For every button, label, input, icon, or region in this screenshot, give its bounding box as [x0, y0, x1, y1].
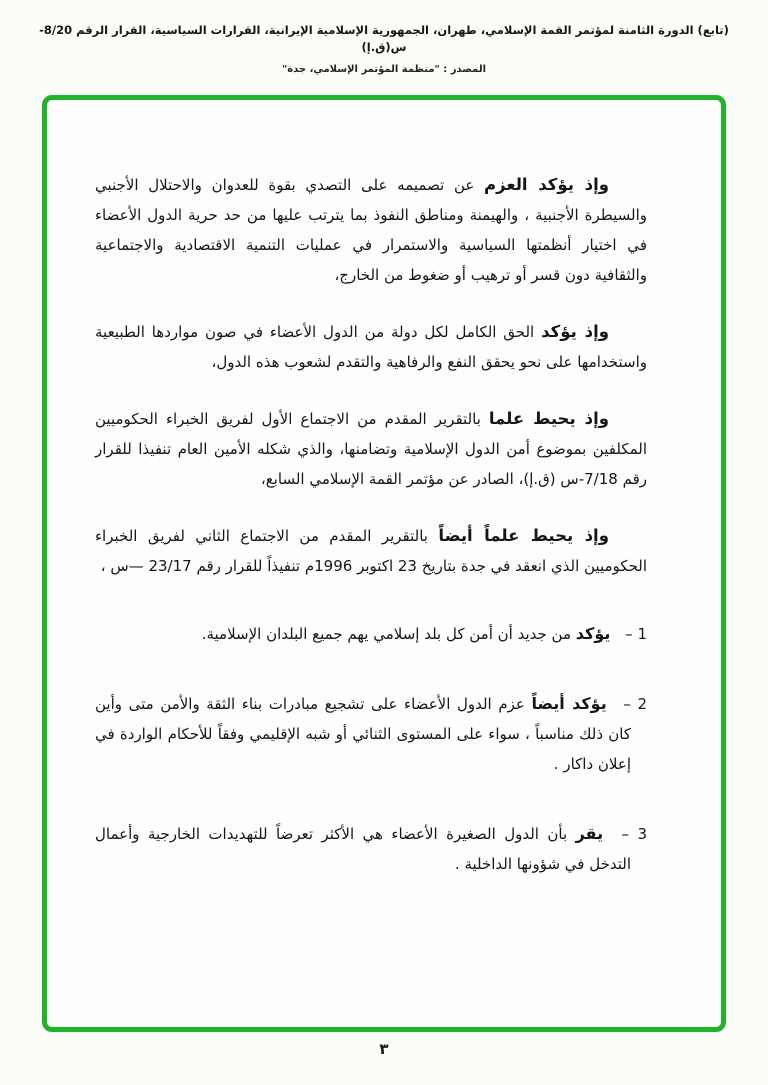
list-item-2-number: 2 –	[623, 695, 647, 713]
paragraph-2-lead: وإذ يؤكد	[541, 322, 609, 341]
list-item-3-text: بأن الدول الصغيرة الأعضاء هي الأكثر تعرضاً للتهديدات الخارجية وأعمال التدخل في شؤونها الداخلية .	[95, 825, 631, 873]
header-source: المصدر : "منظمة المؤتمر الإسلامي، جدة"	[281, 63, 486, 75]
paragraph-3	[95, 404, 647, 494]
list-item-1-lead: يؤكد	[575, 624, 611, 643]
paragraph-4-text: بالتقرير المقدم من الاجتماع الثاني لفريق الخبراء الحكوميين الذي انعقد في جدة بتاريخ 23 اكتوبر 1996م تنفيذاً للقرار رقم 23/17 —س ،	[95, 527, 647, 575]
list-item-1-number: 1 –	[625, 625, 647, 643]
page-number: ٣	[379, 1040, 389, 1058]
paragraph-2-text: الحق الكامل لكل دولة من الدول الأعضاء في صون مواردها الطبيعية واستخدامها على نحو يحقق النفع والرفاهية والتقدم لشعوب هذه الدول،	[95, 323, 647, 371]
paragraph-4-lead: وإذ يحيط علماً أيضاً	[438, 526, 609, 545]
content-frame	[42, 95, 726, 1032]
list-item-1	[95, 619, 647, 649]
paragraph-3-text: بالتقرير المقدم من الاجتماع الأول لفريق الخبراء الحكوميين المكلفين بموضوع أمن الدول الإسلامية وتضامنها، والذي شكله الأمين العام تنفيذا للقرار رقم 7/18-س (ق.إ)، الصادر عن مؤتمر القمة الإسلامي السابع،	[95, 410, 647, 488]
document-header	[0, 0, 768, 75]
paragraph-3-lead: وإذ يحيط علما	[488, 409, 609, 428]
list-item-2-lead: يؤكد أيضاً	[531, 694, 607, 713]
list-item-3-number: 3 –	[621, 825, 647, 843]
page-footer	[0, 1040, 768, 1058]
list-item-2	[95, 689, 647, 779]
list-item-2-text: عزم الدول الأعضاء على تشجيع مبادرات بناء الثقة والأمن متى وأين كان ذلك مناسباً ، سواء على المستوى الثنائي أو شبه الإقليمي وفقاً للأحكام الواردة في إعلان داكار .	[95, 695, 631, 773]
document-body	[47, 100, 721, 879]
paragraph-1	[95, 170, 647, 290]
paragraph-1-text: عن تصميمه على التصدي بقوة للعدوان والاحتلال الأجنبي والسيطرة الأجنبية ، والهيمنة ومناطق النفوذ بما يترتب عليها من حد حرية الدول الأعضاء في اختيار أنظمتها السياسية والاستمرار في عمليات التنمية الاقتصادية والاجتماعية والثقافية دون قسر أو ترهيب أو ضغوط من الخارج،	[95, 176, 647, 284]
paragraph-4	[95, 521, 647, 581]
list-item-3	[95, 819, 647, 879]
header-title: (تابع) الدورة الثامنة لمؤتمر القمة الإسلامي، طهران، الجمهورية الإسلامية الإيرانية، القرارات السياسية، القرار الرقم 8/20-س(ق.إ)	[39, 23, 729, 55]
paragraph-2	[95, 317, 647, 377]
list-item-3-lead: يقر	[575, 824, 604, 843]
numbered-list	[95, 619, 647, 879]
paragraph-1-lead: وإذ يؤكد العزم	[484, 175, 609, 194]
list-item-1-text: من جديد أن أمن كل بلد إسلامي يهم جميع البلدان الإسلامية.	[201, 625, 572, 643]
